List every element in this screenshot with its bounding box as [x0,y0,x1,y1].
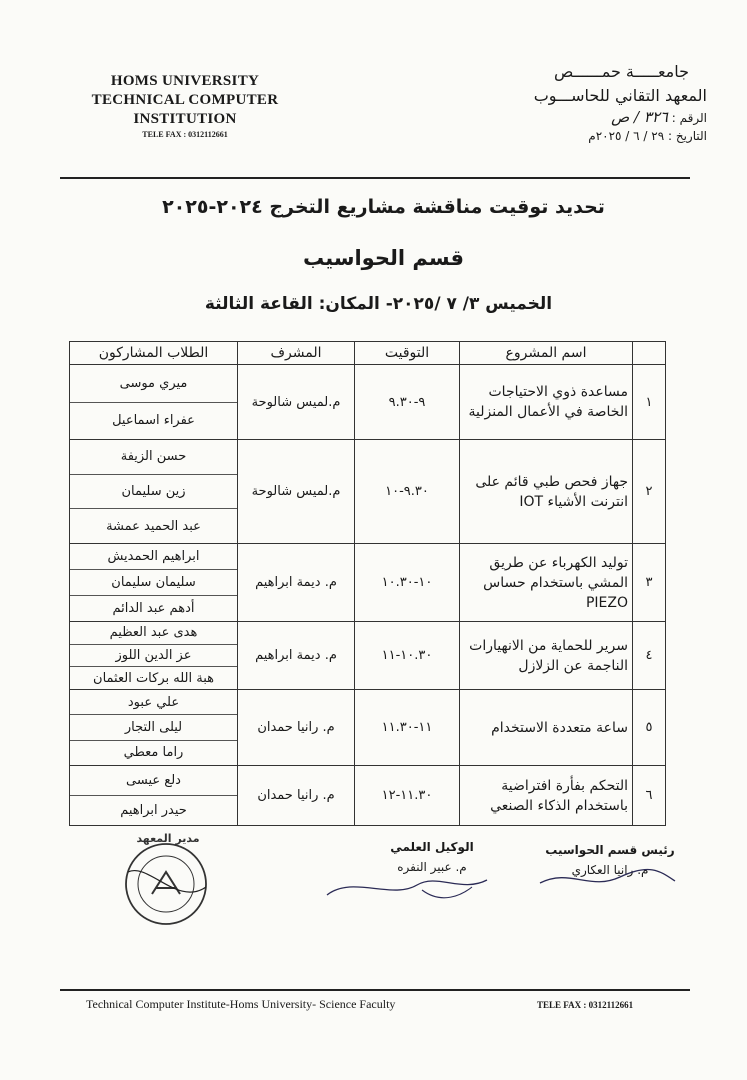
students-cell [70,440,238,544]
row-number: ٣ [633,544,666,622]
department-title: قسم الحواسيب [303,246,464,270]
header-supervisor: المشرف [238,342,355,365]
ref-value: ٣٢٦ / ص [611,108,668,126]
header-time: التوقيت [355,342,460,365]
student-name: سليمان سليمان [70,570,237,596]
student-name: هبة الله بركات العثمان [93,670,214,686]
project-supervisor: م.لميس شالوحة [238,440,355,544]
deputy-name: م. عبير النفره [397,860,467,874]
header-ar-institute: المعهد التقاني للحاســـوب [533,86,707,105]
students-cell [70,365,238,440]
students-cell [70,544,238,622]
footer-text: Technical Computer Institute-Homs University- Science Faculty [86,997,396,1011]
students-list [70,544,237,621]
project-time: ١١.٣٠-١٢ [355,766,460,826]
students-cell [70,766,238,826]
row-number: ٢ [633,440,666,544]
project-time: ٩-٩.٣٠ [355,365,460,440]
students-list [70,690,237,765]
date-value: ٢٩ / ٦ / ٢٠٢٥م [588,129,665,143]
footer-tel: TELE FAX : 0312112661 [537,1000,634,1010]
row-number: ٤ [633,622,666,690]
date-label: التاريخ : [667,129,707,143]
project-name: مساعدة ذوي الاحتياجات الخاصة في الأعمال المنزلية [460,365,633,440]
header-english [70,72,300,141]
footer-divider [60,989,690,991]
row-number: ١ [633,365,666,440]
header-ar-date [407,127,707,145]
table-row [70,766,666,826]
header-project: اسم المشروع [460,342,633,365]
header-divider [60,177,690,179]
signature-head [535,843,685,877]
students-list [70,622,237,689]
header-ar-university: جامعـــــة حمــــــص [553,62,689,81]
header-en-line1: HOMS UNIVERSITY [110,73,260,89]
project-supervisor: م. رانيا حمدان [238,766,355,826]
students-list [70,440,237,543]
student-name: علي عبود [70,690,237,715]
project-time: ١٠-١٠.٣٠ [355,544,460,622]
deputy-signature-scribble [322,865,492,905]
header-en-line3: INSTITUTION [133,111,237,127]
table-row [70,690,666,766]
project-time: ٩.٣٠-١٠ [355,440,460,544]
header-num [633,342,666,365]
table-row [70,440,666,544]
project-name: التحكم بفأرة افتراضية باستخدام الذكاء الصنعي [460,766,633,826]
project-supervisor: م. رانيا حمدان [238,690,355,766]
student-name: حسن الزيفة [70,440,237,475]
table-row [70,544,666,622]
project-time: ١١-١١.٣٠ [355,690,460,766]
project-name: ساعة متعددة الاستخدام [460,690,633,766]
student-name: أدهم عبد الدائم [112,601,195,616]
row-number: ٥ [633,690,666,766]
schedule-table [69,341,666,826]
session-info: الخميس ٣/ ٧ /٢٠٢٥- المكان: القاعة الثالثة [204,294,553,314]
student-name: حيدر ابراهيم [120,803,187,818]
project-supervisor: م. ديمة ابراهيم [238,622,355,690]
row-number: ٦ [633,766,666,826]
student-name: دلع عيسى [70,766,237,796]
header-en-line2: TECHNICAL COMPUTER [91,92,279,108]
document-title: تحديد توقيت مناقشة مشاريع التخرج ٢٠٢٤-٢٠٢٥ [162,196,605,218]
signature-deputy [322,840,492,874]
table-row [70,365,666,440]
students-cell [70,622,238,690]
table-row [70,622,666,690]
ref-label: الرقم : [671,111,707,125]
student-name: ليلى التجار [70,715,237,740]
student-name: ابراهيم الحمديش [70,544,237,570]
student-name: عز الدين اللوز [70,645,237,668]
student-name: هدى عبد العظيم [70,622,237,645]
head-title: رئيس قسم الحواسيب [545,843,675,857]
project-supervisor: م.لميس شالوحة [238,365,355,440]
header-students: الطلاب المشاركون [70,342,238,365]
header-arabic [407,60,707,145]
head-name: م. رانيا العكاري [571,863,649,877]
student-name: عبد الحميد عمشة [106,518,201,534]
student-name: عفراء اسماعيل [112,413,195,429]
project-name: توليد الكهرباء عن طريق المشي باستخدام حساس PIEZO [460,544,633,622]
student-name: زين سليمان [70,475,237,510]
students-list [70,766,237,825]
head-signature-scribble [530,863,680,893]
table-header-row [70,342,666,365]
students-list [70,365,237,439]
director-stamp [118,832,213,927]
project-time: ١٠.٣٠-١١ [355,622,460,690]
deputy-title: الوكيل العلمي [390,840,474,854]
project-name: جهاز فحص طبي قائم على انترنت الأشياء IOT [460,440,633,544]
header-en-tel: TELE FAX : 0312112661 [142,130,228,139]
institute-seal [118,832,213,927]
student-name: ميري موسى [70,365,237,403]
director-title: مدير المعهد [136,832,200,845]
header-ar-ref [407,108,707,127]
students-cell [70,690,238,766]
student-name: راما معطي [123,745,184,761]
project-name: سرير للحماية من الانهيارات الناجمة عن الزلازل [460,622,633,690]
project-supervisor: م. ديمة ابراهيم [238,544,355,622]
